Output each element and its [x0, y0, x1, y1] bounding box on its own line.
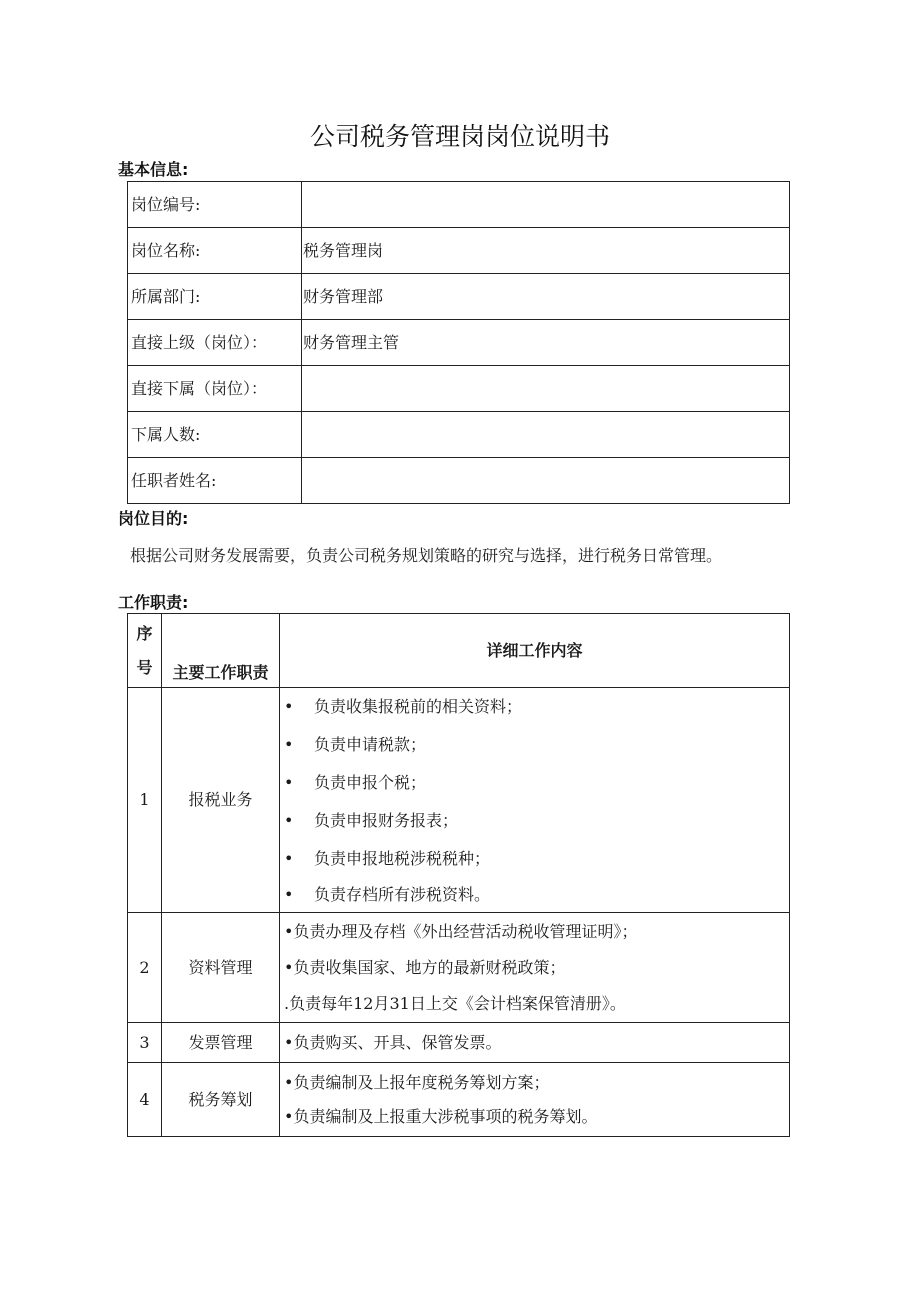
table-row — [128, 228, 790, 274]
table-row — [128, 913, 790, 1023]
page-title: 公司税务管理岗岗位说明书 — [309, 122, 610, 151]
table-header-row — [128, 614, 790, 688]
field-label-position-id: 岗位编号: — [128, 182, 302, 228]
field-label-incumbent-name: 任职者姓名: — [128, 458, 302, 504]
bullet-icon: • — [284, 735, 294, 754]
bullet-icon: . — [284, 993, 290, 1013]
table-row — [128, 1023, 790, 1063]
bullet-icon: • — [284, 1072, 294, 1092]
row-number: 4 — [128, 1063, 162, 1137]
duties-table — [127, 613, 790, 1137]
table-row — [128, 412, 790, 458]
header-serial-line2: 号 — [136, 657, 153, 677]
list-item: •负责收集国家、地方的最新财税政策； — [280, 950, 789, 986]
list-item: •负责办理及存档《外出经营活动税收管理证明》； — [280, 914, 789, 950]
table-row — [128, 1063, 790, 1137]
bullet-icon: • — [284, 1032, 294, 1052]
row-number: 1 — [128, 688, 162, 913]
field-value-incumbent-name — [302, 458, 790, 504]
field-value-position-id — [302, 182, 790, 228]
bullet-icon: • — [284, 849, 294, 868]
list-item: • 负责收集报税前的相关资料； — [280, 688, 789, 726]
row-detail — [280, 688, 790, 913]
field-value-department: 财务管理部 — [302, 274, 790, 320]
header-main-duty: 主要工作职责 — [162, 614, 280, 688]
row-number: 2 — [128, 913, 162, 1023]
row-number: 3 — [128, 1023, 162, 1063]
list-item: •负责编制及上报年度税务筹划方案； — [280, 1066, 789, 1100]
field-value-direct-subordinate — [302, 366, 790, 412]
bullet-icon: • — [284, 885, 294, 904]
header-serial-number — [128, 614, 162, 688]
field-label-direct-superior: 直接上级（岗位）： — [128, 320, 302, 366]
list-item: .负责每年12月31日上交《会计档案保管清册》。 — [280, 986, 789, 1022]
table-row — [128, 274, 790, 320]
basic-info-table — [127, 181, 790, 504]
list-item: • 负责申报个税； — [280, 764, 789, 802]
bullet-icon: • — [284, 697, 294, 716]
purpose-label: 岗位目的: — [118, 509, 189, 528]
list-item: •负责购买、开具、保管发票。 — [284, 1032, 502, 1052]
bullet-icon: • — [284, 773, 294, 792]
table-row — [128, 458, 790, 504]
bullet-icon: • — [284, 921, 294, 941]
table-row — [128, 320, 790, 366]
bullet-icon: • — [284, 957, 294, 977]
field-label-subordinate-count: 下属人数: — [128, 412, 302, 458]
field-value-position-name: 税务管理岗 — [302, 228, 790, 274]
table-row — [128, 366, 790, 412]
field-value-direct-superior: 财务管理主管 — [302, 320, 790, 366]
table-row — [128, 182, 790, 228]
field-label-direct-subordinate: 直接下属（岗位）： — [128, 366, 302, 412]
row-detail — [280, 1023, 790, 1063]
list-item: • 负责申报地税涉税税种； — [280, 840, 789, 878]
purpose-text: 根据公司财务发展需要，负责公司税务规划策略的研究与选择，进行税务日常管理。 — [130, 546, 723, 565]
field-value-subordinate-count — [302, 412, 790, 458]
row-detail — [280, 1063, 790, 1137]
row-category: 税务筹划 — [162, 1063, 280, 1137]
header-detail-content: 详细工作内容 — [280, 614, 790, 688]
field-label-department: 所属部门: — [128, 274, 302, 320]
row-category: 资料管理 — [162, 913, 280, 1023]
field-label-position-name: 岗位名称: — [128, 228, 302, 274]
list-item: • 负责申请税款； — [280, 726, 789, 764]
duties-label: 工作职责: — [118, 593, 189, 612]
bullet-icon: • — [284, 1106, 294, 1126]
list-item: • 负责存档所有涉税资料。 — [280, 878, 789, 912]
list-item: •负责编制及上报重大涉税事项的税务筹划。 — [280, 1100, 789, 1134]
row-category: 发票管理 — [162, 1023, 280, 1063]
bullet-icon: • — [284, 811, 294, 830]
row-category: 报税业务 — [162, 688, 280, 913]
header-serial-line1: 序 — [136, 623, 153, 643]
table-row — [128, 688, 790, 913]
list-item: • 负责申报财务报表； — [280, 802, 789, 840]
basic-info-label: 基本信息: — [118, 160, 189, 179]
row-detail — [280, 913, 790, 1023]
